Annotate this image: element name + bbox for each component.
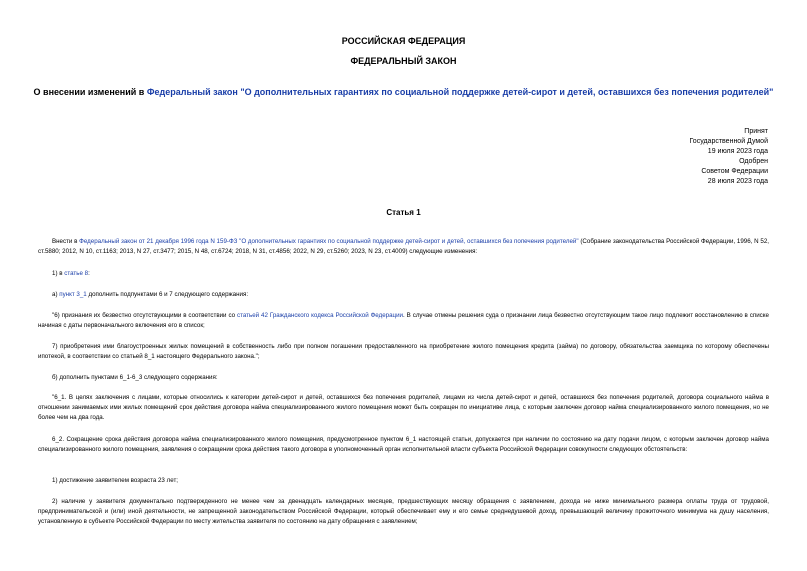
condition-2-paragraph: 2) наличие у заявителя документально подтвержденного не менее чем за двенадцать календарных месяцев, предшествующих месяцу обращения с заявлением, дохода не ниже минимального размера оплаты труда от трудовой, предпринимательской и (или) иной деятельности, не запрещенной законодательством Российской Федерации, который обеспечивает ему и его семье среднедушевой доход, превышающий величину прожиточного минимума на душу населения, установленную в субъекте Российской Федерации по месту жительства заявителя по состоянию на дату обращения с заявлением; (38, 498, 769, 525)
adoption-block (689, 127, 768, 187)
item-1-paragraph (38, 269, 769, 279)
item-1-prefix: 1) в (52, 270, 65, 277)
item-b-paragraph: б) дополнить пунктами 6_1-6_3 следующего содержания: (52, 374, 218, 381)
item-a-prefix: а) (52, 291, 60, 298)
intro-suffix: (Собрание законодательства Российской Федерации, 1996, N 52, ст.5880; 2012, N 10, ст.1163; 2013, N 27, ст.3477; 2015, N 48, ст.6724; 2018, N 31, ст.4856; 2022, N 29, ст.5260; 2023, N 23, ст.4009) следующие изменения: (38, 238, 769, 255)
point-6-1-paragraph: "6_1. В целях заключения с лицами, которые относились к категории детей-сирот и детей, оставшихся без попечения родителей, лицами из числа детей-сирот и детей, оставшихся без попечения родителей, договора социального найма в отношении занимаемых ими жилых помещений срок действия договора найма специализированного жилого помещения может быть сокращен по инициативе лица, с которым заключен договор найма специализированного жилого помещения, но не более чем на два года. (38, 394, 769, 421)
law-title-prefix: О внесении изменений в (33, 87, 147, 97)
subpoint-7-paragraph: 7) приобретения ими благоустроенных жилых помещений в собственность либо при полном погашении предоставленного на приобретение жилого помещения кредита (займа) по договору, обязательства заемщика по которому обеспечены ипотекой, в соответствии со статьей 8_1 настоящего Федерального закона."; (38, 343, 769, 360)
point-3-1-link[interactable]: пункт 3_1 (59, 291, 87, 298)
civil-code-article-42-link[interactable]: статьей 42 Гражданского кодекса Российской Федерации (236, 312, 404, 319)
adoption-line: Государственной Думой (689, 138, 768, 145)
item-1-suffix: : (88, 270, 90, 277)
country-heading: РОССИЙСКАЯ ФЕДЕРАЦИЯ (341, 36, 466, 46)
item-a-paragraph (38, 290, 769, 300)
adoption-line: Одобрен (739, 158, 768, 165)
adoption-line: Принят (744, 128, 768, 135)
subpoint-6-paragraph (38, 311, 769, 331)
item-a-suffix: дополнить подпунктами 6 и 7 следующего содержания: (86, 291, 249, 298)
law-title (0, 87, 807, 97)
article-heading: Статья 1 (386, 208, 421, 217)
adoption-line: Советом Федерации (701, 168, 768, 175)
law-type-heading: ФЕДЕРАЛЬНЫЙ ЗАКОН (350, 56, 457, 66)
adoption-line: 19 июля 2023 года (707, 148, 768, 155)
intro-paragraph (38, 237, 769, 257)
point-6-2-paragraph: 6_2. Сокращение срока действия договора найма специализированного жилого помещения, предусмотренное пунктом 6_1 настоящей статьи, допускается при наличии по состоянию на дату подачи лицом, с которым заключен договор найма специализированного жилого помещения, заявления о сокращении срока действия такого договора в уполномоченный орган исполнительной власти субъекта Российской Федерации совокупности следующих обстоятельств: (38, 436, 769, 453)
subpoint-6-prefix: "6) признания их безвестно отсутствующими в соответствии со (52, 312, 237, 319)
federal-law-link[interactable]: Федеральный закон от 21 декабря 1996 года N 159-ФЗ "О дополнительных гарантиях по социальной поддержке детей-сирот и детей, оставшихся без попечения родителей" (79, 238, 579, 245)
article-8-link[interactable]: статье 8 (64, 270, 89, 277)
condition-1-paragraph: 1) достижение заявителем возраста 23 лет; (52, 477, 178, 484)
adoption-line: 28 июля 2023 года (707, 178, 768, 185)
intro-prefix: Внести в (52, 238, 80, 245)
amended-law-link[interactable]: Федеральный закон "О дополнительных гарантиях по социальной поддержке детей-сирот и детей, оставшихся без попечения родителей" (146, 87, 774, 97)
subpoint-6-suffix: . В случае отмены решения суда о признании лица безвестно отсутствующим такое лицо подлежит восстановлению в списке начиная с даты первоначального включения его в список; (38, 312, 769, 329)
